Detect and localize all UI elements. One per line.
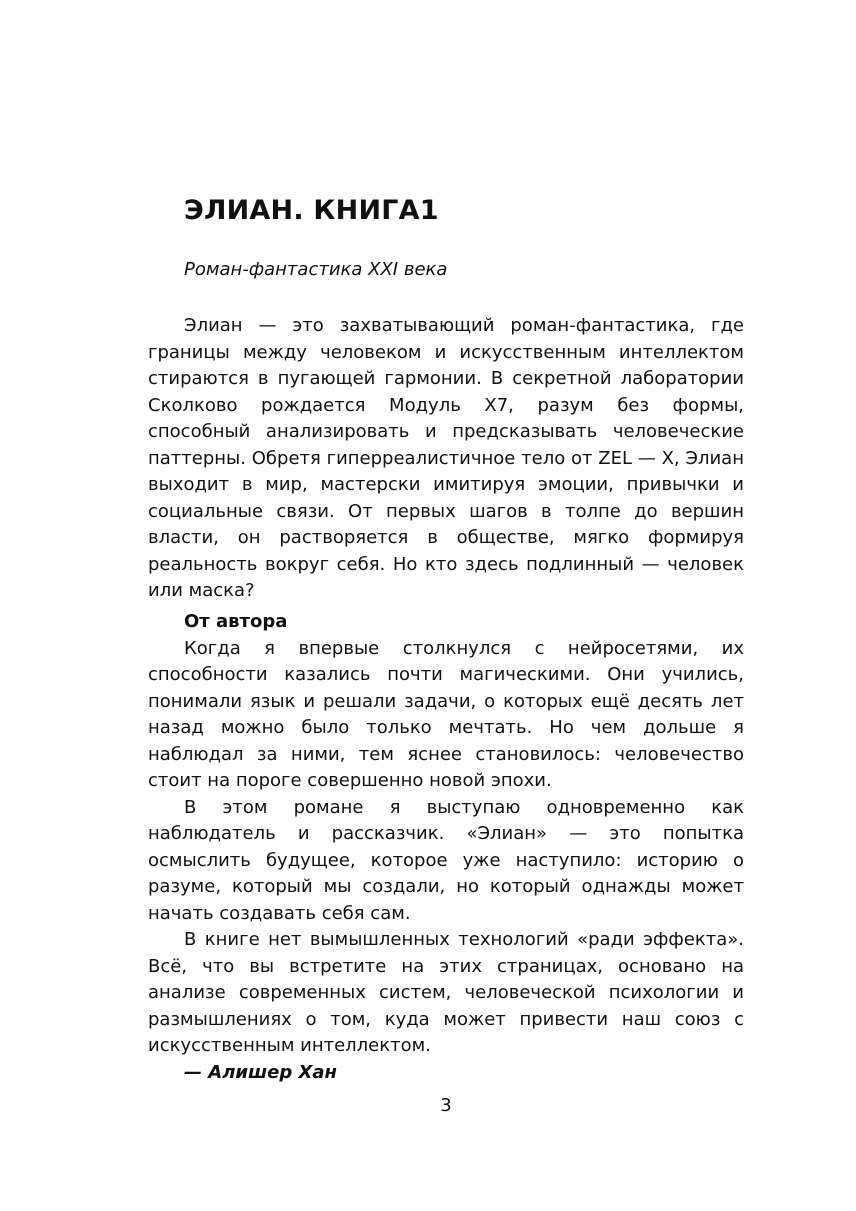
foreword-paragraph-2: В этом романе я выступаю одновременно как наблюдатель и рассказчик. «Элиан» — это попытка осмыслить будущее, которое уже наступило: историю о разуме, который мы создали, но который однажды может начать создавать себя сам. bbox=[148, 796, 744, 924]
foreword-paragraph-1: Когда я впервые столкнулся с нейросетями, их способности казались почти магическими. Они учились, понимали язык и решали задачи, о которых ещё десять лет назад можно было только мечтать. Но чем дольше я наблюдал за ними, тем яснее становилось: человечество стоит на пороге совершенно новой эпохи. bbox=[148, 637, 744, 791]
foreword-paragraph-3: В книге нет вымышленных технологий «ради эффекта». Всё, что вы встретите на этих страницах, основано на анализе современных систем, человеческой психологии и размышлениях о том, куда может привести наш союз с искусственным интеллектом. bbox=[148, 929, 744, 1056]
book-subtitle: Роман-фантастика XXI века bbox=[184, 259, 448, 280]
foreword-heading: От автора bbox=[184, 611, 288, 632]
annotation-paragraph: Элиан — это захватывающий роман-фантастика, где границы между человеком и искусственным интеллектом стираются в пугающей гармонии. В секретной лаборатории Сколково рождается Модуль X7, разум без формы, способный анализировать и предсказывать человеческие паттерны. Обретя гиперреалистичное тело от ZEL — X, Элиан выходит в мир, мастерски имитируя эмоции, привычки и социальные связи. От первых шагов в толпе до вершин власти, он растворяется в обществе, мягко формируя реальность вокруг себя. Но кто здесь подлинный — человек или маска? bbox=[148, 315, 744, 601]
book-title: ЭЛИАН. КНИГА1 bbox=[184, 195, 439, 226]
foreword-block bbox=[148, 609, 744, 1086]
annotation-block bbox=[148, 313, 744, 605]
author-signature: — Алишер Хан bbox=[184, 1061, 337, 1083]
book-page bbox=[148, 0, 744, 1211]
page-number: 3 bbox=[440, 1095, 452, 1116]
